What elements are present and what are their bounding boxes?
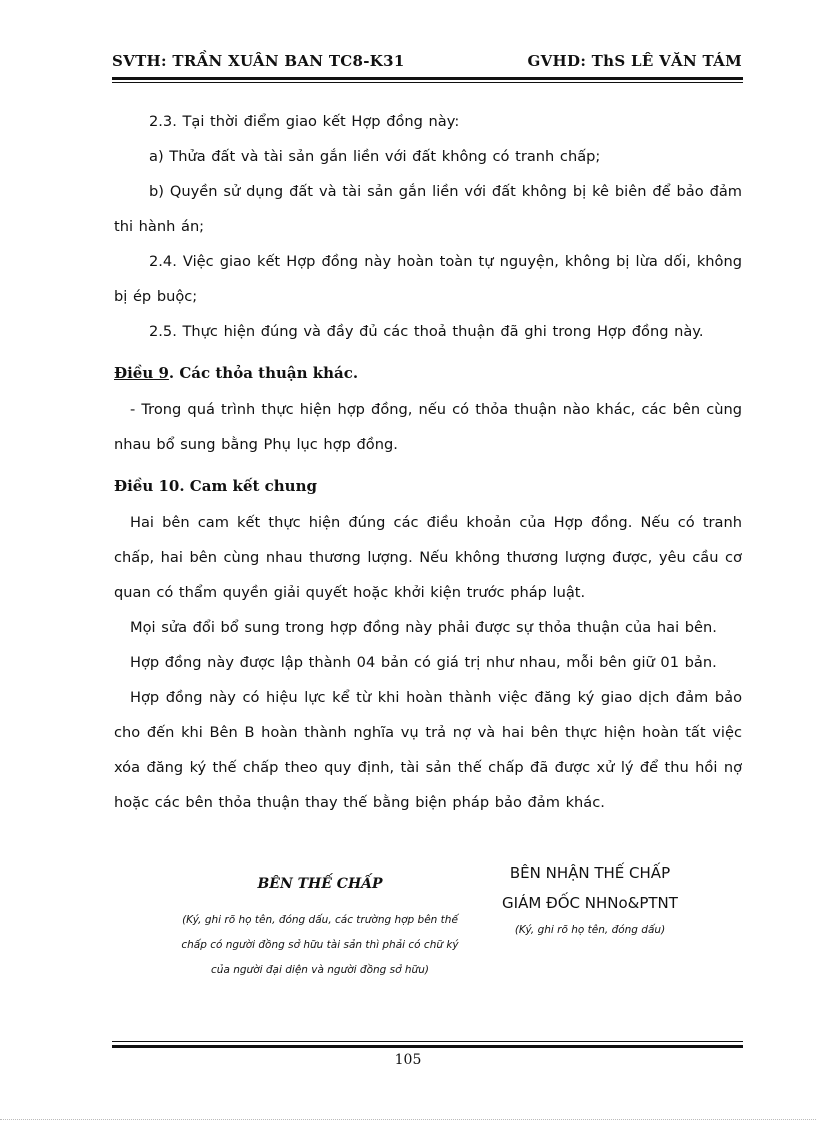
footer-rule [112,1045,743,1048]
article-10-para-1: Hai bên cam kết thực hiện đúng các điều khoản của Hợp đồng. Nếu có tranh chấp, hai bên cùng nhau thương lượng. Nếu không thương lượng được, yêu cầu cơ quan có thẩm quyền giải quyết hoặc khởi kiện trước pháp luật. [114,514,742,601]
clause-2-4: 2.4. Việc giao kết Hợp đồng này hoàn toàn tự nguyện, không bị lừa dối, không bị ép buộc; [114,253,742,305]
page-number: 105 [394,1052,422,1068]
header-advisor: GVHD: ThS LÊ VĂN TÁM [527,52,742,70]
clause-2-3: 2.3. Tại thời điểm giao kết Hợp đồng này: [149,113,460,130]
article-10-para-3: Hợp đồng này được lập thành 04 bản có giá trị như nhau, mỗi bên giữ 01 bản. [130,654,717,671]
document-body [114,104,742,820]
clause-2-5: 2.5. Thực hiện đúng và đầy đủ các thoả thuận đã ghi trong Hợp đồng này. [149,323,704,340]
article-9-title: . Các thỏa thuận khác. [168,364,359,382]
header-student: SVTH: TRẦN XUÂN BAN TC8-K31 [112,52,405,70]
clause-2-3-b: b) Quyền sử dụng đất và tài sản gắn liền với đất không bị kê biên để bảo đảm thi hành án; [114,183,742,235]
mortgagee-subtitle: GIÁM ĐỐC NHNo&PTNT [502,894,678,912]
article-10-heading: Điều 10. Cam kết chung [114,477,317,495]
signature-mortgagee [470,858,710,943]
mortgagee-note: (Ký, ghi rõ họ tên, đóng dấu) [514,924,666,936]
article-9-label: Điều 9 [114,364,169,382]
page-bottom-dotted-line [0,1119,816,1120]
article-9-text: - Trong quá trình thực hiện hợp đồng, nếu có thỏa thuận nào khác, các bên cùng nhau bổ sung bằng Phụ lục hợp đồng. [114,401,742,453]
mortgagor-title: BÊN THẾ CHẤP [257,876,383,892]
clause-2-3-a: a) Thửa đất và tài sản gắn liền với đất không có tranh chấp; [149,148,601,165]
article-10-para-4: Hợp đồng này có hiệu lực kể từ khi hoàn thành việc đăng ký giao dịch đảm bảo cho đến khi Bên B hoàn thành nghĩa vụ trả nợ và hai bên thực hiện hoàn tất việc xóa đăng ký thế chấp theo quy định, tài sản thế chấp đã được xử lý để thu hồi nợ hoặc các bên thỏa thuận thay thế bằng biện pháp bảo đảm khác. [114,689,742,811]
article-9-heading [114,355,742,392]
mortgagee-title: BÊN NHẬN THẾ CHẤP [509,864,671,882]
mortgagor-note: (Ký, ghi rõ họ tên, đóng dấu, các trường hợp bên thế chấp có người đồng sở hữu tài sản thì phải có chữ ký của người đại diện và người đồng sở hữu) [181,914,459,976]
header-rule [112,77,743,80]
header-rule-thin [112,82,743,83]
page-header [112,52,742,76]
footer-rule-thin [112,1041,743,1042]
article-10-para-2: Mọi sửa đổi bổ sung trong hợp đồng này phải được sự thỏa thuận của hai bên. [130,619,717,636]
signature-mortgagor [180,876,460,983]
